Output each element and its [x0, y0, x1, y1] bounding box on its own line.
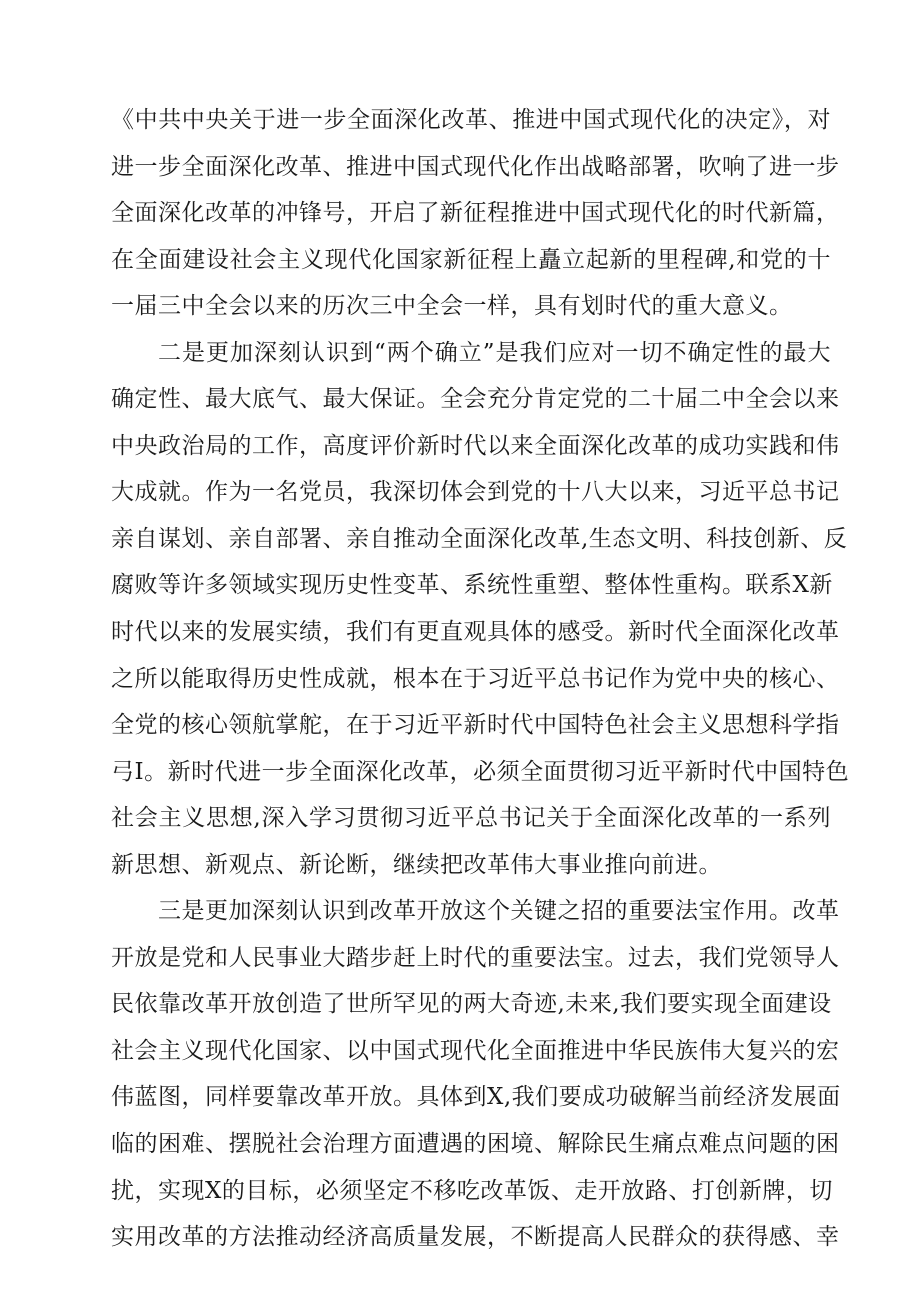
text-line: 全面深化改革的冲锋号，开启了新征程推进中国式现代化的时代新篇，	[111, 200, 840, 227]
text-line: 确定性、最大底气、最大保证。全会充分肯定党的二十届二中全会以来	[111, 386, 840, 413]
text-line: 进一步全面深化改革、推进中国式现代化作出战略部署，吹响了进一步	[111, 153, 840, 180]
text-line: 腐败等许多领域实现历史性变革、系统性重塑、整体性重构。联系X新	[111, 572, 833, 599]
text-line: 伟蓝图，同样要靠改革开放。具体到X,我们要成功破解当前经济发展面	[111, 1084, 841, 1111]
document-body	[111, 97, 850, 1261]
text-line: 实用改革的方法推动经济高质量发展，不断提高人民群众的获得感、幸	[111, 1224, 840, 1251]
text-line: 时代以来的发展实绩，我们有更直观具体的感受。新时代全面深化改革	[111, 619, 840, 646]
text-line: 开放是党和人民事业大踏步赶上时代的重要法宝。过去，我们党领导人	[111, 944, 840, 971]
text-line: 新思想、新观点、新论断，继续把改革伟大事业推向前进。	[111, 851, 722, 878]
paragraph-2	[111, 330, 850, 889]
text-line: 亲自谋划、亲自部署、亲自推动全面深化改革,生态文明、科技创新、反	[111, 525, 848, 552]
text-line: 在全面建设社会主义现代化国家新征程上矗立起新的里程碑,和党的十	[111, 246, 831, 273]
text-line: 之所以能取得历史性成就，根本在于习近平总书记作为党中央的核心、	[111, 665, 840, 692]
text-line: 弓I。新时代进一步全面深化改革，必须全面贯彻习近平新时代中国特色	[111, 758, 850, 785]
text-line: 全党的核心领航掌舵，在于习近平新时代中国特色社会主义思想科学指	[111, 712, 840, 739]
text-line: 二是更加深刻认识到“两个确立”是我们应对一切不确定性的最大	[158, 339, 831, 366]
text-line: 中央政治局的工作，高度评价新时代以来全面深化改革的成功实践和伟	[111, 432, 840, 459]
text-line: 扰，实现X的目标，必须坚定不移吃改革饭、走开放路、打创新牌，切	[111, 1177, 833, 1204]
text-line: 民依靠改革开放创造了世所罕见的两大奇迹,未来,我们要实现全面建设	[111, 991, 832, 1018]
text-line: 一届三中全会以来的历次三中全会一样，具有划时代的重大意义。	[111, 293, 793, 320]
text-line: 三是更加深刻认识到改革开放这个关键之招的重要法宝作用。改革	[158, 898, 840, 925]
paragraph-1	[111, 97, 840, 330]
text-line: 社会主义现代化国家、以中国式现代化全面推进中华民族伟大复兴的宏	[111, 1037, 840, 1064]
text-line: 大成就。作为一名党员，我深切体会到党的十八大以来，习近平总书记	[111, 479, 840, 506]
text-line: 临的困难、摆脱社会治理方面遭遇的困境、解除民生痛点难点问题的困	[111, 1131, 840, 1158]
paragraph-3	[111, 888, 841, 1260]
text-line: 《中共中央关于进一步全面深化改革、推进中国式现代化的决定》，对	[111, 107, 831, 133]
text-line: 社会主义思想,深入学习贯彻习近平总书记关于全面深化改革的一系列	[111, 805, 831, 832]
